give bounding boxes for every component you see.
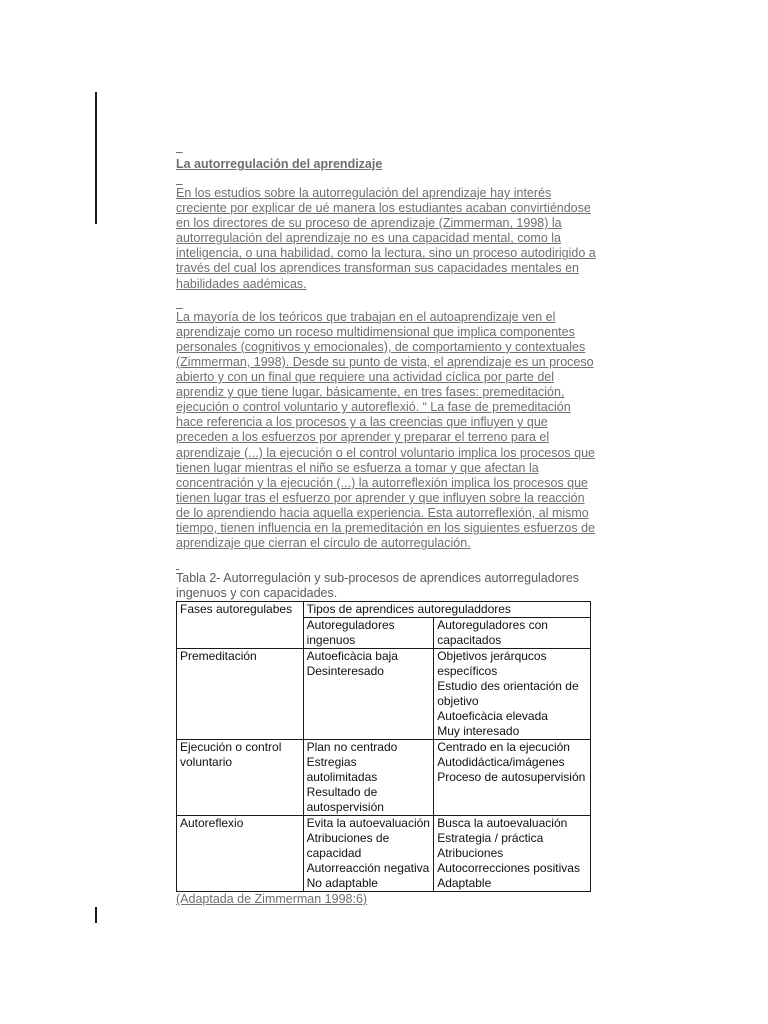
- section-title: La autorregulación del aprendizaje: [176, 157, 383, 171]
- table-caption: Tabla 2- Autorregulación y sub-procesos de aprendices autorreguladores ingenuos y con capacidades.: [176, 571, 580, 601]
- header-capable: Autoreguladores con capacitados: [434, 618, 591, 649]
- list-item: Objetivos jerárqucos específicos: [437, 649, 547, 679]
- empty-line-marker: [176, 296, 596, 310]
- list-item: Estregias autolimitadas: [306, 755, 378, 785]
- list-item: No adaptable: [306, 876, 378, 891]
- table-row: [177, 649, 591, 740]
- table-row: [177, 740, 591, 816]
- list-item: Autocorrecciones positivas: [437, 861, 580, 876]
- table-row: [177, 816, 591, 892]
- list-item: Evita la autoevaluación: [306, 816, 430, 831]
- margin-change-bar-bottom: [95, 907, 97, 923]
- capable-cell: [434, 816, 591, 892]
- list-item: Autorreacción negativa: [306, 861, 430, 876]
- list-item: Autoeficàcia baja: [306, 649, 398, 664]
- list-item: Adaptable: [437, 876, 492, 891]
- naive-cell: [303, 649, 434, 740]
- capable-cell: [434, 649, 591, 740]
- list-item: Muy interesado: [437, 724, 520, 739]
- naive-cell: [303, 816, 434, 892]
- table-source: (Adaptada de Zimmerman 1998:6): [176, 892, 368, 907]
- list-item: Atribuciones de capacidad: [306, 831, 390, 861]
- margin-change-bar-top: [95, 92, 97, 224]
- phase-cell: Autoreflexio: [177, 816, 304, 892]
- table-header-row: [177, 602, 591, 618]
- paragraph-1: En los estudios sobre la autorregulación del aprendizaje hay interés creciente por explicar de ué manera los estudiantes acaban convirtiéndose en los directores de su proceso de aprendizaje (Zimmerman, 1998) la autorregulación del aprendizaje no es una capacidad mental, como la inteligencia, o una habilidad, como la lectura, sino un proceso autodirigido a través del cual los aprendices transforman sus capacidades mentales en habilidades aadémicas.: [176, 186, 596, 291]
- empty-line-marker: [176, 557, 596, 571]
- header-phases: Fases autoregulabes: [177, 602, 304, 649]
- autoregulation-table: [176, 601, 591, 892]
- capable-cell: [434, 740, 591, 816]
- list-item: Centrado en la ejecución: [437, 740, 570, 755]
- header-learner-types: Tipos de aprendices autoreguladdores: [303, 602, 590, 618]
- list-item: Estudio des orientación de objetivo: [437, 679, 579, 709]
- naive-cell: [303, 740, 434, 816]
- empty-line-marker: [176, 172, 596, 186]
- document-body: [176, 140, 596, 907]
- list-item: Estrategia / práctica: [437, 831, 544, 846]
- header-naive: Autoreguladores ingenuos: [303, 618, 434, 649]
- phase-cell: Premeditación: [177, 649, 304, 740]
- list-item: Autoeficàcia elevada: [437, 709, 548, 724]
- list-item: Busca la autoevaluación: [437, 816, 568, 831]
- list-item: Plan no centrado: [306, 740, 398, 755]
- phase-cell: Ejecución o control voluntario: [177, 740, 304, 816]
- paragraph-2: La mayoría de los teóricos que trabajan en el autoaprendizaje ven el aprendizaje como un roceso multidimensional que implica componentes personales (cognitivos y emocionales), de comportamiento y contextuales (Zimmerman, 1998). Desde su punto de vista, el aprendizaje es un proceso abierto y con un final que requiere una actividad cíclica por parte del aprendiz y que tiene lugar, básicamente, en tres fases: premeditación, ejecución o control voluntario y autoreflexió. “ La fase de premeditación hace referencia a los procesos y a las creencias que influyen y que preceden a los esfuerzos por aprender y preparar el terreno para el aprendizaje (...) la ejecución o el control voluntario implica los procesos que tienen lugar mientras el niño se esfuerza a tomar y que afectan la concentración y la ejecución (...) la autorreflexión implica los procesos que tienen lugar tras el esfuerzo por aprender y que influyen sobre la reacción de lo aprendiendo hacia aquella experiencia. Esta autorreflexión, al mismo tiempo, tienen influencia en la premeditación en los siguientes esfuerzos de aprendizaje que cierran el círculo de autorregulación.: [176, 309, 596, 551]
- empty-line-marker: [176, 140, 596, 154]
- list-item: Autodidáctica/imágenes: [437, 755, 565, 770]
- list-item: Atribuciones: [437, 846, 504, 861]
- list-item: Proceso de autosupervisión: [437, 770, 586, 785]
- list-item: Desinteresado: [306, 664, 384, 679]
- list-item: Resultado de autospervisión: [306, 785, 384, 815]
